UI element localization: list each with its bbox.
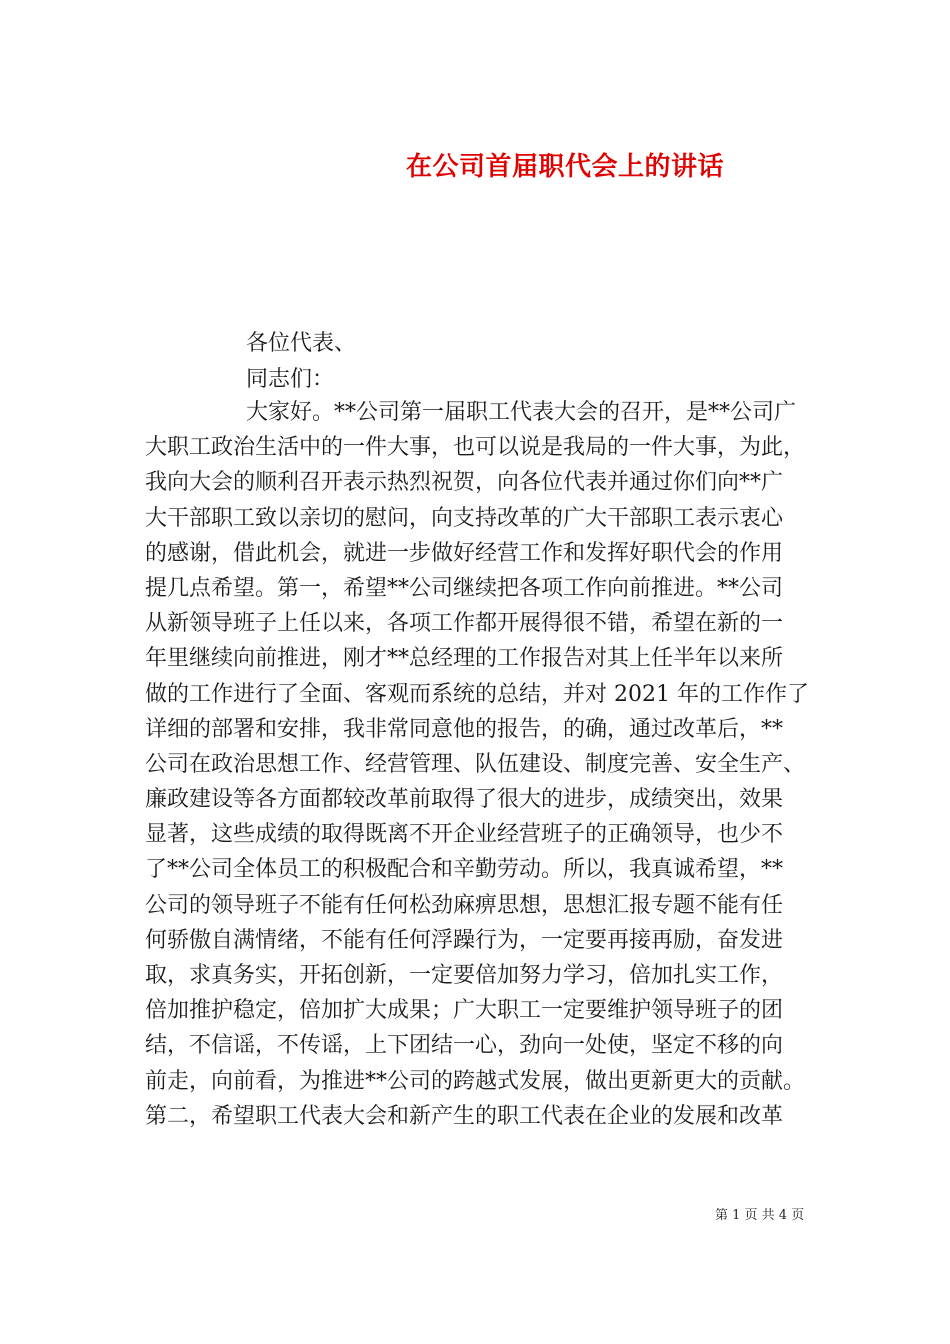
body-line: 取，求真务实，开拓创新，一定要倍加努力学习，倍加扎实工作， <box>145 963 784 988</box>
body-text <box>145 395 825 1134</box>
body-line: 公司在政治思想工作、经营管理、队伍建设、制度完善、安全生产、 <box>145 751 806 777</box>
body-line: 年里继续向前推进，刚才**总经理的工作报告对其上任半年以来所 <box>145 646 784 672</box>
body-line: 大家好。**公司第一届职工代表大会的召开，是**公司广 <box>246 400 797 425</box>
body-line: 第二，希望职工代表大会和新产生的职工代表在企业的发展和改革 <box>145 1103 784 1129</box>
body-line: 的感谢，借此机会，就进一步做好经营工作和发挥好职代会的作用 <box>145 540 784 566</box>
body-line: 公司的领导班子不能有任何松劲麻痹思想，思想汇报专题不能有任 <box>145 892 784 918</box>
body-line: 廉政建设等各方面都较改革前取得了很大的进步，成绩突出，效果 <box>145 787 784 813</box>
body-line: 前走，向前看，为推进**公司的跨越式发展，做出更新更大的贡献。 <box>145 1068 806 1094</box>
salutation-line-2: 同志们： <box>246 367 335 392</box>
body-line: 提几点希望。第一，希望**公司继续把各项工作向前推进。**公司 <box>145 575 784 601</box>
page-number: 第 1 页 共 4 页 <box>715 1208 805 1223</box>
body-line: 从新领导班子上任以来，各项工作都开展得很不错，希望在新的一 <box>145 611 784 637</box>
body-line: 做的工作进行了全面、客观而系统的总结，并对 2021 年的工作作了 <box>145 681 809 707</box>
body-line: 了**公司全体员工的积极配合和辛勤劳动。所以，我真诚希望，** <box>145 857 784 883</box>
body-line: 何骄傲自满情绪，不能有任何浮躁行为，一定要再接再励，奋发进 <box>145 927 784 953</box>
body-line: 倍加推护稳定，倍加扩大成果；广大职工一定要维护领导班子的团 <box>145 998 784 1024</box>
body-line: 大干部职工致以亲切的慰问，向支持改革的广大干部职工表示衷心 <box>145 505 784 531</box>
body-line: 我向大会的顺利召开表示热烈祝贺，向各位代表并通过你们向**广 <box>145 470 784 496</box>
body-line: 结，不信谣，不传谣，上下团结一心，劲向一处使，坚定不移的向 <box>145 1033 784 1059</box>
salutation-line-1: 各位代表、 <box>246 331 357 356</box>
body-line: 大职工政治生活中的一件大事，也可以说是我局的一件大事，为此， <box>145 435 806 461</box>
body-line: 详细的部署和安排，我非常同意他的报告，的确，通过改革后，** <box>145 716 784 742</box>
body-line: 显著，这些成绩的取得既离不开企业经营班子的正确领导，也少不 <box>145 822 784 848</box>
page-title: 在公司首届职代会上的讲话 <box>405 152 724 183</box>
